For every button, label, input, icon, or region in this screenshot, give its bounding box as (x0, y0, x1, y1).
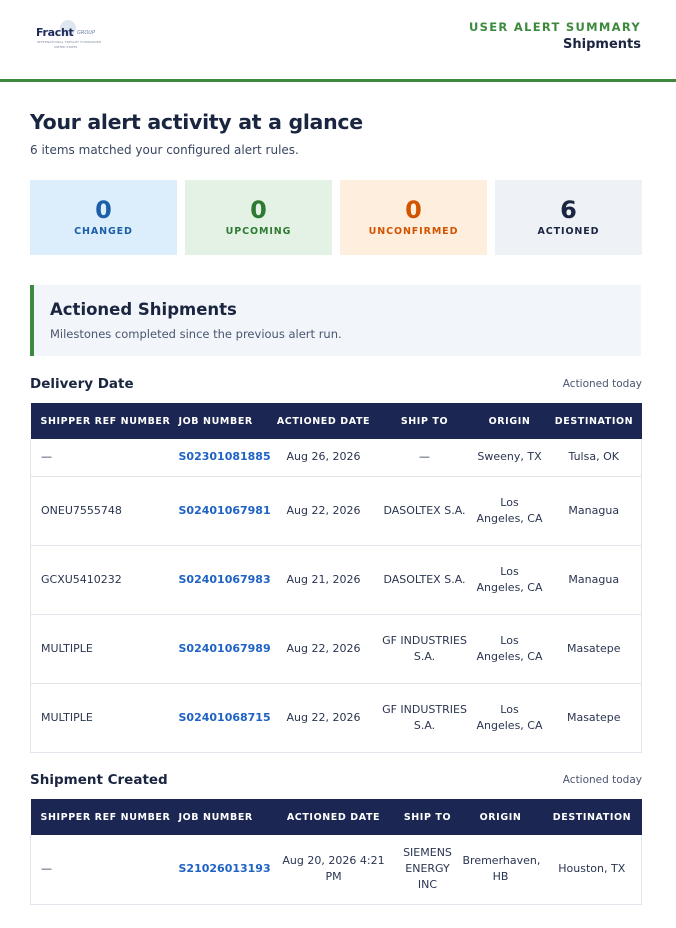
table-row (31, 545, 642, 614)
stat-value: 0 (95, 196, 112, 224)
cell-ship-to: DASOLTEX S.A. (377, 545, 473, 614)
cell-ship-to: GF INDUSTRIES S.A. (377, 614, 473, 683)
company-logo[interactable] (34, 20, 100, 54)
group-meta: Actioned today (562, 774, 642, 786)
page-title: Your alert activity at a glance (30, 110, 363, 134)
job-number-link[interactable]: S02401067989 (169, 614, 271, 683)
stat-label: UNCONFIRMED (368, 226, 459, 237)
cell-destination: Masatepe (547, 683, 642, 752)
job-number-link[interactable]: S21026013193 (169, 835, 271, 904)
job-number-link[interactable]: S02401067981 (169, 476, 271, 545)
cell-origin: Sweeny, TX (473, 439, 547, 476)
col-header-ship-to: SHIP TO (397, 799, 459, 835)
col-header-job-number: JOB NUMBER (169, 799, 271, 835)
cell-actioned-date: Aug 22, 2026 (271, 614, 377, 683)
cell-destination: Masatepe (547, 614, 642, 683)
stats-row (30, 180, 642, 255)
col-header-actioned-date: ACTIONED DATE (271, 403, 377, 439)
table-row (31, 476, 642, 545)
header-kicker: USER ALERT SUMMARY (469, 20, 641, 34)
cell-ship-to: SIEMENS ENERGY INC (397, 835, 459, 904)
job-number-link[interactable]: S02401068715 (169, 683, 271, 752)
cell-shipper-ref: MULTIPLE (31, 614, 169, 683)
col-header-actioned-date: ACTIONED DATE (271, 799, 397, 835)
col-header-destination: DESTINATION (547, 403, 642, 439)
logo-tagline: INTERNATIONAL FREIGHT FORWARDER (37, 40, 102, 44)
cell-ship-to: — (377, 439, 473, 476)
cell-shipper-ref: ONEU7555748 (31, 476, 169, 545)
table-row (31, 683, 642, 752)
group-meta: Actioned today (562, 378, 642, 390)
section-banner (30, 285, 641, 356)
page-subtitle: 6 items matched your configured alert rules. (30, 143, 299, 157)
header-title: Shipments (563, 37, 641, 52)
job-number-link[interactable]: S02401067983 (169, 545, 271, 614)
stat-value: 0 (405, 196, 422, 224)
table-header-row (31, 799, 642, 835)
table-row (31, 614, 642, 683)
cell-destination: Managua (547, 545, 642, 614)
cell-actioned-date: Aug 26, 2026 (271, 439, 377, 476)
col-header-job-number: JOB NUMBER (169, 403, 271, 439)
cell-origin: Bremerhaven, HB (459, 835, 543, 904)
section-subtitle: Milestones completed since the previous alert run. (50, 327, 342, 341)
cell-destination: Tulsa, OK (547, 439, 642, 476)
stat-actioned (495, 180, 642, 255)
cell-actioned-date: Aug 22, 2026 (271, 683, 377, 752)
cell-actioned-date: Aug 21, 2026 (271, 545, 377, 614)
stat-upcoming (185, 180, 332, 255)
cell-origin: Los Angeles, CA (473, 545, 547, 614)
stat-label: ACTIONED (537, 226, 600, 237)
logo-region: UNITED STATES (54, 45, 78, 49)
col-header-shipper-ref: SHIPPER REF NUMBER (31, 403, 169, 439)
col-header-destination: DESTINATION (543, 799, 642, 835)
table-row (31, 835, 642, 904)
logo-group-text: GROUP (77, 30, 95, 36)
group-title-delivery-date: Delivery Date (30, 376, 134, 392)
stat-value: 6 (560, 196, 577, 224)
stat-changed (30, 180, 177, 255)
shipment-created-table (30, 799, 642, 905)
col-header-origin: ORIGIN (473, 403, 547, 439)
cell-actioned-date: Aug 20, 2026 4:21 PM (271, 835, 397, 904)
group-title-shipment-created: Shipment Created (30, 772, 168, 788)
col-header-ship-to: SHIP TO (377, 403, 473, 439)
cell-origin: Los Angeles, CA (473, 476, 547, 545)
cell-destination: Houston, TX (543, 835, 642, 904)
cell-origin: Los Angeles, CA (473, 614, 547, 683)
cell-shipper-ref: MULTIPLE (31, 683, 169, 752)
cell-actioned-date: Aug 22, 2026 (271, 476, 377, 545)
cell-shipper-ref: — (31, 835, 169, 904)
stat-label: UPCOMING (225, 226, 292, 237)
col-header-shipper-ref: SHIPPER REF NUMBER (31, 799, 169, 835)
cell-origin: Los Angeles, CA (473, 683, 547, 752)
section-title: Actioned Shipments (50, 300, 237, 319)
cell-shipper-ref: GCXU5410232 (31, 545, 169, 614)
stat-value: 0 (250, 196, 267, 224)
delivery-date-table (30, 403, 642, 753)
col-header-origin: ORIGIN (459, 799, 543, 835)
table-row (31, 439, 642, 476)
cell-destination: Managua (547, 476, 642, 545)
stat-label: CHANGED (74, 226, 133, 237)
table-header-row (31, 403, 642, 439)
cell-shipper-ref: — (31, 439, 169, 476)
cell-ship-to: GF INDUSTRIES S.A. (377, 683, 473, 752)
job-number-link[interactable]: S02301081885 (169, 439, 271, 476)
logo-wordmark: Fracht (36, 26, 74, 39)
cell-ship-to: DASOLTEX S.A. (377, 476, 473, 545)
email-header (0, 0, 676, 82)
stat-unconfirmed (340, 180, 487, 255)
